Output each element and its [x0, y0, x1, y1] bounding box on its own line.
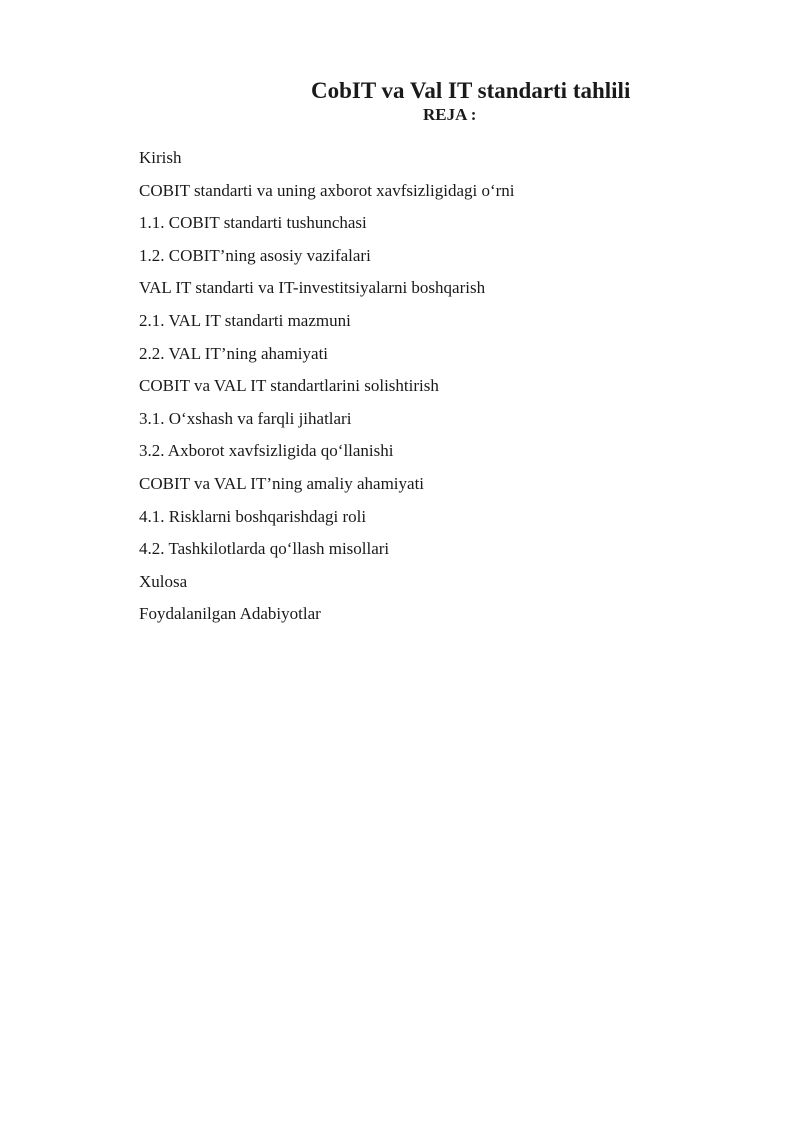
document-title: CobIT va Val IT standarti tahlili [311, 78, 631, 103]
toc-item-2-1: 2.1. VAL IT standarti mazmuni [139, 310, 351, 330]
table-of-contents [139, 145, 515, 634]
toc-item-4-1: 4.1. Risklarni boshqarishdagi roli [139, 506, 367, 526]
toc-item-introduction: Kirish [139, 148, 182, 167]
toc-item-section-3: COBIT va VAL IT standartlarini solishtirish [139, 376, 439, 396]
toc-item-section-2: VAL IT standarti va IT-investitsiyalarni boshqarish [139, 278, 486, 298]
plan-heading: REJA : [423, 105, 477, 124]
toc-item-2-2: 2.2. VAL IT’ning ahamiyati [139, 343, 329, 363]
toc-item-4-2: 4.2. Tashkilotlarda qo‘llash misollari [139, 539, 390, 559]
toc-item-3-2: 3.2. Axborot xavfsizligida qo‘llanishi [139, 441, 394, 461]
toc-item-section-1: COBIT standarti va uning axborot xavfsizligidagi o‘rni [139, 180, 515, 200]
toc-item-1-1: 1.1. COBIT standarti tushunchasi [139, 213, 367, 233]
toc-item-conclusion: Xulosa [139, 571, 188, 591]
toc-item-3-1: 3.1. O‘xshash va farqli jihatlari [139, 408, 352, 428]
toc-item-section-4: COBIT va VAL IT’ning amaliy ahamiyati [139, 473, 425, 493]
toc-item-1-2: 1.2. COBIT’ning asosiy vazifalari [139, 245, 371, 265]
toc-item-references: Foydalanilgan Adabiyotlar [139, 604, 321, 624]
